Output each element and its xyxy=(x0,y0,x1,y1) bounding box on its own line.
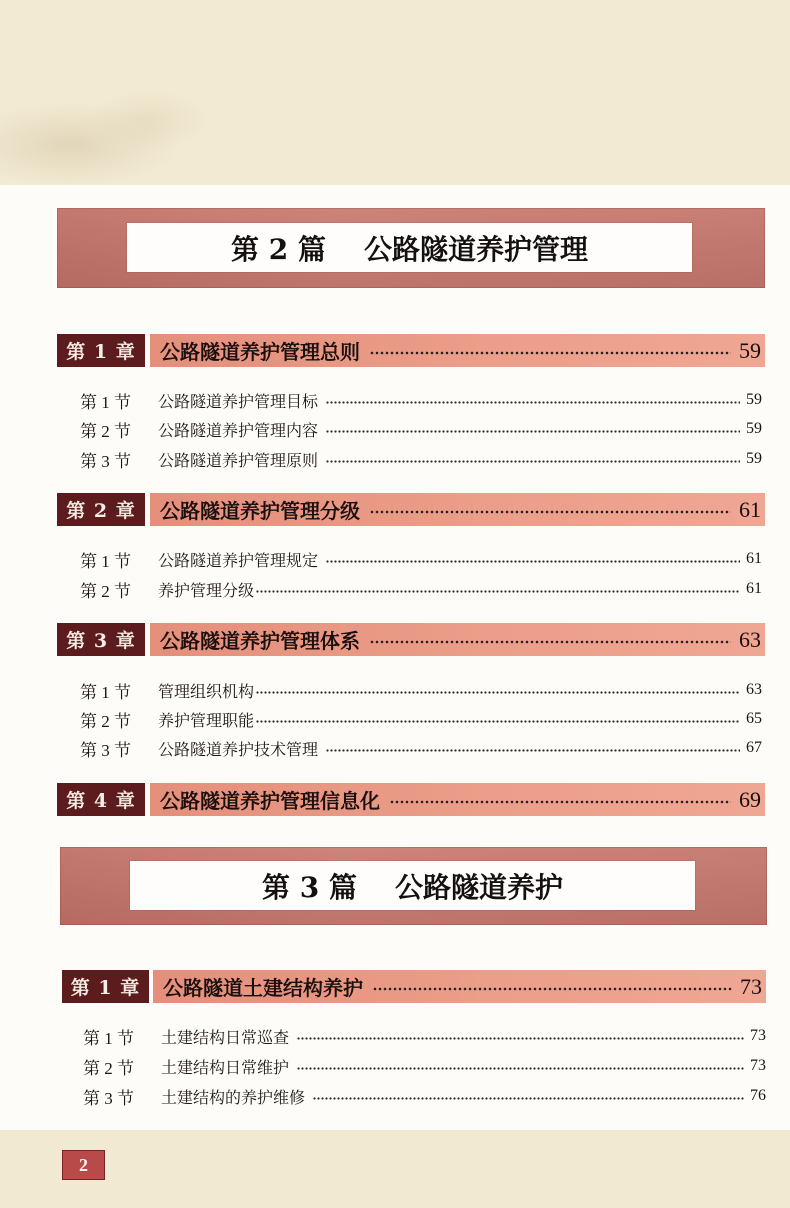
section-title: 土建结构日常巡查 xyxy=(161,1027,290,1047)
bottom-margin-band xyxy=(0,1130,790,1208)
section-title: 养护管理职能 xyxy=(158,710,255,730)
chapter-entry xyxy=(153,970,766,1003)
part-title: 公路隧道养护 xyxy=(394,870,563,904)
section-entry xyxy=(80,707,762,731)
section-title: 土建结构日常维护 xyxy=(161,1057,290,1077)
dot-leader xyxy=(326,429,740,434)
section-entry xyxy=(80,678,762,702)
dot-leader xyxy=(326,748,740,753)
section-entry xyxy=(80,388,762,412)
dot-leader xyxy=(256,690,740,695)
section-title: 公路隧道养护管理目标 xyxy=(158,391,319,411)
chapter-title: 公路隧道养护管理总则 xyxy=(160,340,360,364)
part-title: 公路隧道养护管理 xyxy=(363,232,588,266)
dot-leader xyxy=(370,509,731,515)
section-label: 第 1 节 xyxy=(80,682,131,702)
top-margin-band xyxy=(0,0,790,185)
section-entry xyxy=(80,547,762,571)
chapter-entry xyxy=(150,623,765,656)
section-page-number: 67 xyxy=(746,739,762,756)
section-entry xyxy=(80,417,762,441)
part-heading xyxy=(130,861,695,910)
section-label: 第 2 节 xyxy=(80,421,131,441)
section-entry xyxy=(83,1084,766,1108)
section-title: 管理组织机构 xyxy=(158,681,255,701)
section-label: 第 2 节 xyxy=(83,1058,134,1078)
part-banner xyxy=(60,847,767,925)
chapter-entry xyxy=(150,334,765,367)
section-title: 公路隧道养护技术管理 xyxy=(158,739,319,759)
section-page-number: 61 xyxy=(746,580,762,597)
section-entry xyxy=(80,447,762,471)
section-label: 第 3 节 xyxy=(80,451,131,471)
part-banner xyxy=(57,208,765,288)
chapter-label: 第 1 章 xyxy=(62,970,149,1003)
section-page-number: 65 xyxy=(746,710,762,727)
section-page-number: 73 xyxy=(750,1057,766,1074)
dot-leader xyxy=(313,1096,744,1101)
section-page-number: 59 xyxy=(746,450,762,467)
chapter-label: 第 4 章 xyxy=(57,783,145,816)
section-page-number: 61 xyxy=(746,550,762,567)
section-entry xyxy=(80,577,762,601)
section-label: 第 3 节 xyxy=(80,740,131,760)
dot-leader xyxy=(370,350,731,356)
section-page-number: 59 xyxy=(746,391,762,408)
dot-leader xyxy=(256,589,740,594)
dot-leader xyxy=(297,1066,744,1071)
section-label: 第 1 节 xyxy=(83,1028,134,1048)
section-title: 公路隧道养护管理内容 xyxy=(158,420,319,440)
chapter-page-number: 73 xyxy=(740,973,762,999)
dot-leader xyxy=(373,986,732,992)
part-heading xyxy=(127,223,692,272)
section-title: 养护管理分级 xyxy=(158,580,255,600)
dot-leader xyxy=(297,1036,744,1041)
chapter-page-number: 61 xyxy=(739,496,761,522)
chapter-title: 公路隧道养护管理体系 xyxy=(160,629,360,653)
chapter-label: 第 3 章 xyxy=(57,623,145,656)
section-page-number: 76 xyxy=(750,1087,766,1104)
page-number: 2 xyxy=(62,1150,105,1180)
chapter-label: 第 1 章 xyxy=(57,334,145,367)
chapter-title: 公路隧道养护管理分级 xyxy=(160,499,360,523)
dot-leader xyxy=(326,459,740,464)
section-page-number: 59 xyxy=(746,420,762,437)
dot-leader xyxy=(370,639,731,645)
section-title: 土建结构的养护维修 xyxy=(161,1087,306,1107)
section-page-number: 63 xyxy=(746,681,762,698)
chapter-page-number: 59 xyxy=(739,337,761,363)
section-page-number: 73 xyxy=(750,1027,766,1044)
chapter-page-number: 69 xyxy=(739,786,761,812)
dot-leader xyxy=(326,400,740,405)
chapter-label: 第 2 章 xyxy=(57,493,145,526)
section-label: 第 2 节 xyxy=(80,711,131,731)
section-title: 公路隧道养护管理原则 xyxy=(158,450,319,470)
chapter-title: 公路隧道养护管理信息化 xyxy=(160,789,380,813)
section-entry xyxy=(80,736,762,760)
dot-leader xyxy=(256,719,740,724)
section-entry xyxy=(83,1024,766,1048)
dot-leader xyxy=(326,559,740,564)
chapter-entry xyxy=(150,783,765,816)
chapter-entry xyxy=(150,493,765,526)
dot-leader xyxy=(390,799,731,805)
part-label: 第 2 篇 xyxy=(231,232,326,266)
section-label: 第 1 节 xyxy=(80,551,131,571)
section-entry xyxy=(83,1054,766,1078)
section-label: 第 3 节 xyxy=(83,1088,134,1108)
part-label: 第 3 篇 xyxy=(262,870,357,904)
chapter-title: 公路隧道土建结构养护 xyxy=(163,976,363,1000)
section-title: 公路隧道养护管理规定 xyxy=(158,550,319,570)
section-label: 第 2 节 xyxy=(80,581,131,601)
section-label: 第 1 节 xyxy=(80,392,131,412)
chapter-page-number: 63 xyxy=(739,626,761,652)
